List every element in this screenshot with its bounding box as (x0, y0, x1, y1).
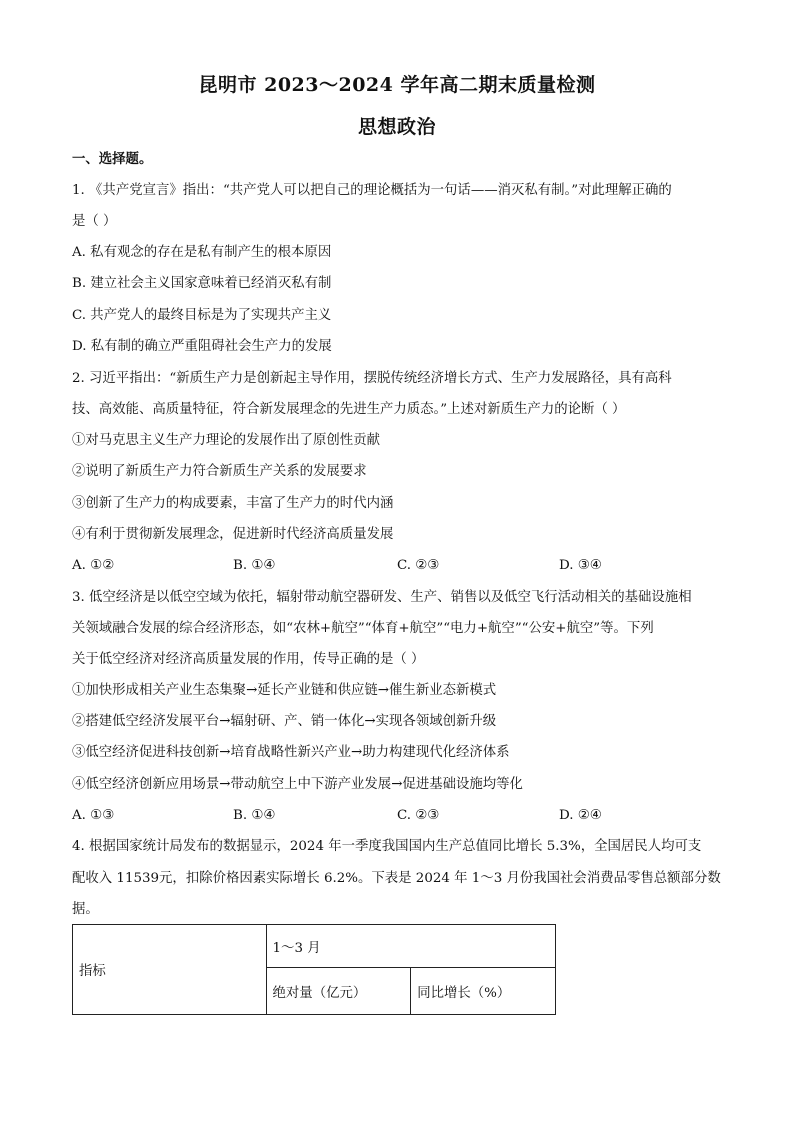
q2-statement-1: ①对马克思主义生产力理论的发展作出了原创性贡献 (72, 433, 380, 448)
q1-stem-line1: 1. 《共产党宣言》指出：“共产党人可以把自己的理论概括为一句话——消灭私有制。”对此理解正确的 (72, 183, 672, 198)
q1-option-a: A. 私有观念的存在是私有制产生的根本原因 (72, 245, 332, 260)
section-heading: 一、选择题。 (72, 152, 153, 167)
q2-choices (72, 557, 632, 575)
q1-option-c: C. 共产党人的最终目标是为了实现共产主义 (72, 308, 332, 323)
q1-option-b: B. 建立社会主义国家意味着已经消灭私有制 (72, 276, 332, 291)
q3-choice-d: D. ②④ (559, 808, 602, 823)
q3-statement-1: ①加快形成相关产业生态集聚→延长产业链和供应链→催生新业态新模式 (72, 683, 497, 698)
q3-choices (72, 807, 632, 825)
q2-choice-b: B. ①④ (233, 558, 276, 573)
q2-statement-2: ②说明了新质生产力符合新质生产关系的发展要求 (72, 464, 367, 479)
q3-statement-4: ④低空经济创新应用场景→带动航空上中下游产业发展→促进基础设施均等化 (72, 777, 523, 792)
q3-stem-line1: 3. 低空经济是以低空空域为依托，辐射带动航空器研发、生产、销售以及低空飞行活动相关的基础设施相 (72, 590, 692, 605)
q3-choice-b: B. ①④ (233, 808, 276, 823)
table-header-period: 1～3 月 (266, 925, 555, 968)
q3-statement-3: ③低空经济促进科技创新→培育战略性新兴产业→助力构建现代化经济体系 (72, 745, 510, 760)
exam-title: 昆明市 2023～2024 学年高二期末质量检测 (198, 74, 596, 96)
q4-stem-line3: 据。 (72, 902, 99, 917)
q4-stem-line1: 4. 根据国家统计局发布的数据显示，2024 年一季度我国国内生产总值同比增长 5.3%，全国居民人均可支 (72, 839, 702, 854)
q2-choice-d: D. ③④ (559, 558, 602, 573)
table-header-growth: 同比增长（%） (411, 968, 556, 1015)
q3-choice-c: C. ②③ (397, 808, 440, 823)
q3-statement-2: ②搭建低空经济发展平台→辐射研、产、销一体化→实现各领域创新升级 (72, 714, 497, 729)
q2-statement-3: ③创新了生产力的构成要素，丰富了生产力的时代内涵 (72, 496, 394, 511)
q3-stem-line3: 关于低空经济对经济高质量发展的作用，传导正确的是（ ） (72, 652, 425, 667)
table-header-row (73, 925, 556, 968)
q3-choice-a: A. ①③ (72, 808, 115, 823)
table-header-indicator: 指标 (73, 925, 267, 1015)
table-header-absolute: 绝对量（亿元） (266, 968, 411, 1015)
q2-choice-a: A. ①② (72, 558, 115, 573)
q2-statement-4: ④有利于贯彻新发展理念，促进新时代经济高质量发展 (72, 527, 394, 542)
exam-subject: 思想政治 (357, 116, 436, 138)
q2-stem-line2: 技、高效能、高质量特征，符合新发展理念的先进生产力质态。”上述对新质生产力的论断（ ） (72, 402, 626, 417)
q2-stem-line1: 2. 习近平指出：“新质生产力是创新起主导作用，摆脱传统经济增长方式、生产力发展路径，具有高科 (72, 371, 672, 386)
retail-sales-table (72, 924, 556, 1015)
q2-choice-c: C. ②③ (397, 558, 440, 573)
q3-stem-line2: 关领域融合发展的综合经济形态，如“农林+航空”“体育+航空”“电力+航空”“公安+航空”等。下列 (72, 621, 654, 636)
q4-stem-line2: 配收入 11539元，扣除价格因素实际增长 6.2%。下表是 2024 年 1～3 月份我国社会消费品零售总额部分数 (72, 871, 721, 886)
q1-option-d: D. 私有制的确立严重阻碍社会生产力的发展 (72, 339, 332, 354)
q1-stem-line2: 是（ ） (72, 214, 117, 229)
